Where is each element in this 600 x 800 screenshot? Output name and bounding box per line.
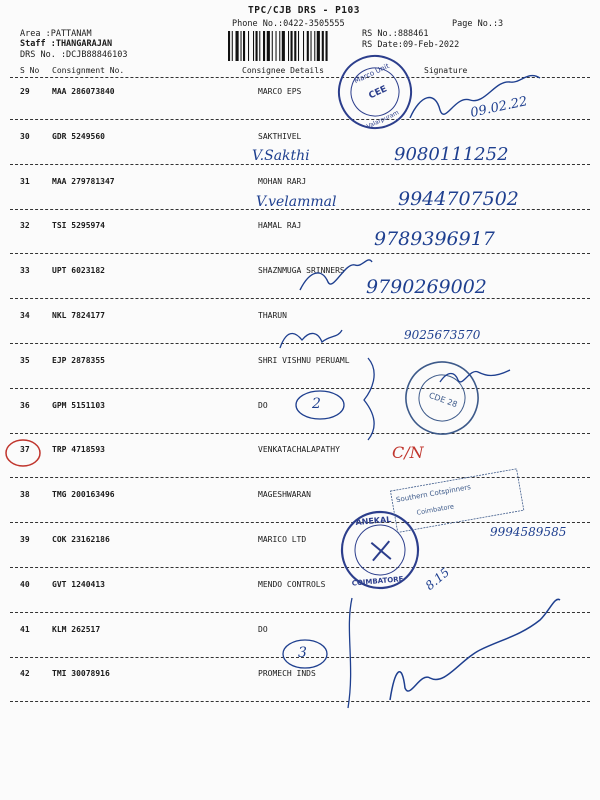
row-consignment-number: TMG 200163496 [52,490,115,500]
row-consignment-number: MAA 286073840 [52,87,115,96]
column-header-sno: S No [20,66,40,75]
row-consignee-name: SAKTHIVEL [258,131,302,141]
stamp-valarpuram-text: Valarpuram [365,109,401,131]
row-serial-number: 42 [20,669,30,679]
handwritten-phone-31: 9944707502 [398,188,519,210]
signature-33 [300,260,372,290]
stamp-coimbatore-text: COIMBATORE [351,575,404,588]
document-title: TPC/CJB DRS - P103 [248,5,360,16]
phone-number: Phone No.:0422-3505555 [232,19,345,29]
row-serial-number: 40 [20,579,30,589]
rs-date: RS Date:09-Feb-2022 [362,40,460,50]
row-consignment-number: MAA 279781347 [52,176,115,186]
page-number: Page No.:3 [452,19,504,29]
stamp-anekal-text: ANEKAL [355,514,392,528]
row-consignee-name: MARICO LTD [258,535,307,544]
anekal-stamp [339,509,421,591]
row-serial-number: 35 [20,355,30,365]
signature-34 [280,330,342,348]
handwritten-phone-34: 9025673570 [404,328,481,342]
row-consignee-name: PROMECH INDS [258,669,316,679]
row-consignee-name: SHAZNMUGA SRINNERS [258,266,345,276]
signature-41 [390,599,560,700]
cde-stamp [396,352,488,444]
staff-label: Staff :THANGARAJAN [20,39,113,49]
handwritten-phone-32: 9789396917 [374,228,495,250]
column-header-signature: Signature [424,66,468,75]
row-consignment-number: COK 23162186 [52,535,110,544]
row-serial-number: 31 [20,176,30,186]
rs-number: RS No.:888461 [362,29,429,39]
row-consignment-number: GDR 5249560 [52,131,105,141]
handwritten-name-30: V.Sakthi [252,148,310,164]
row-consignee-name: VENKATACHALAPATHY [258,445,340,455]
stamp-cde-text: CDE 28 [427,390,459,410]
row-consignee-name: SHRI VISHNU PERUAML [258,355,350,365]
area-label: Area :PATTANAM [20,29,92,39]
handwritten-name-31: V.velammal [256,194,337,210]
row-consignment-number: GVT 1240413 [52,579,105,589]
stamp-marco-text: Marco Unit [353,62,391,86]
row-serial-number: 29 [20,87,30,96]
handwritten-phone-33: 9790269002 [366,276,487,298]
row-consignment-number: UPT 6023182 [52,266,105,276]
row-consignee-name: MARCO EPS [258,87,302,96]
row-consignee-name: DO [258,400,268,410]
row-consignment-number: NKL 7824177 [52,311,105,320]
stamp-cee-text: CEE [367,84,389,102]
signature-35 [440,370,510,382]
row-serial-number: 34 [20,311,30,320]
marco-stamp [327,44,423,140]
row-serial-number: 39 [20,535,30,544]
handwritten-number-41: 3 [298,645,307,661]
stamp-southern-city-text: Coimbatore [415,502,455,517]
row-serial-number: 33 [20,266,30,276]
row-consignment-number: KLM 262517 [52,624,101,634]
row-serial-number: 41 [20,624,30,634]
handwritten-time-39: 8.15 [422,565,453,593]
handwritten-date-29: 09.02.22 [469,94,529,121]
row-consignee-name: THARUN [258,311,287,320]
bracket-40-42 [348,598,352,708]
column-header-consignee: Consignee Details [242,66,324,75]
row-serial-number: 36 [20,400,30,410]
row-consignment-number: TSI 5295974 [52,221,105,231]
bracket-35-36 [364,358,374,440]
row-consignment-number: EJP 2878355 [52,355,105,365]
row-serial-number: 37 [20,445,30,455]
handwritten-number-36: 2 [312,396,321,412]
row-consignment-number: TMI 30078916 [52,669,110,679]
handwritten-cn-37: C/N [392,443,424,462]
row-serial-number: 32 [20,221,30,231]
row-serial-number: 38 [20,490,30,500]
row-consignment-number: GPM 5151103 [52,400,105,410]
row-consignee-name: MENDO CONTROLS [258,579,326,589]
handwritten-phone-30: 9080111252 [394,144,509,165]
row-consignment-number: TRP 4718593 [52,445,105,455]
column-header-consignment: Consignment No. [52,66,125,75]
southern-stamp [390,469,523,533]
drs-number: DRS No. :DCJB88846103 [20,50,128,60]
handwritten-phone-39: 9994589585 [490,525,567,539]
row-serial-number: 30 [20,131,30,141]
red-circle-mark [6,440,40,466]
stamp-southern-text: Southern Cotspinners [395,483,472,505]
row-consignee-name: MAGESHWARAN [258,490,311,500]
row-consignee-name: HAMAL RAJ [258,221,302,231]
row-consignee-name: MOHAN RARJ [258,176,307,186]
row-consignee-name: DO [258,624,268,634]
